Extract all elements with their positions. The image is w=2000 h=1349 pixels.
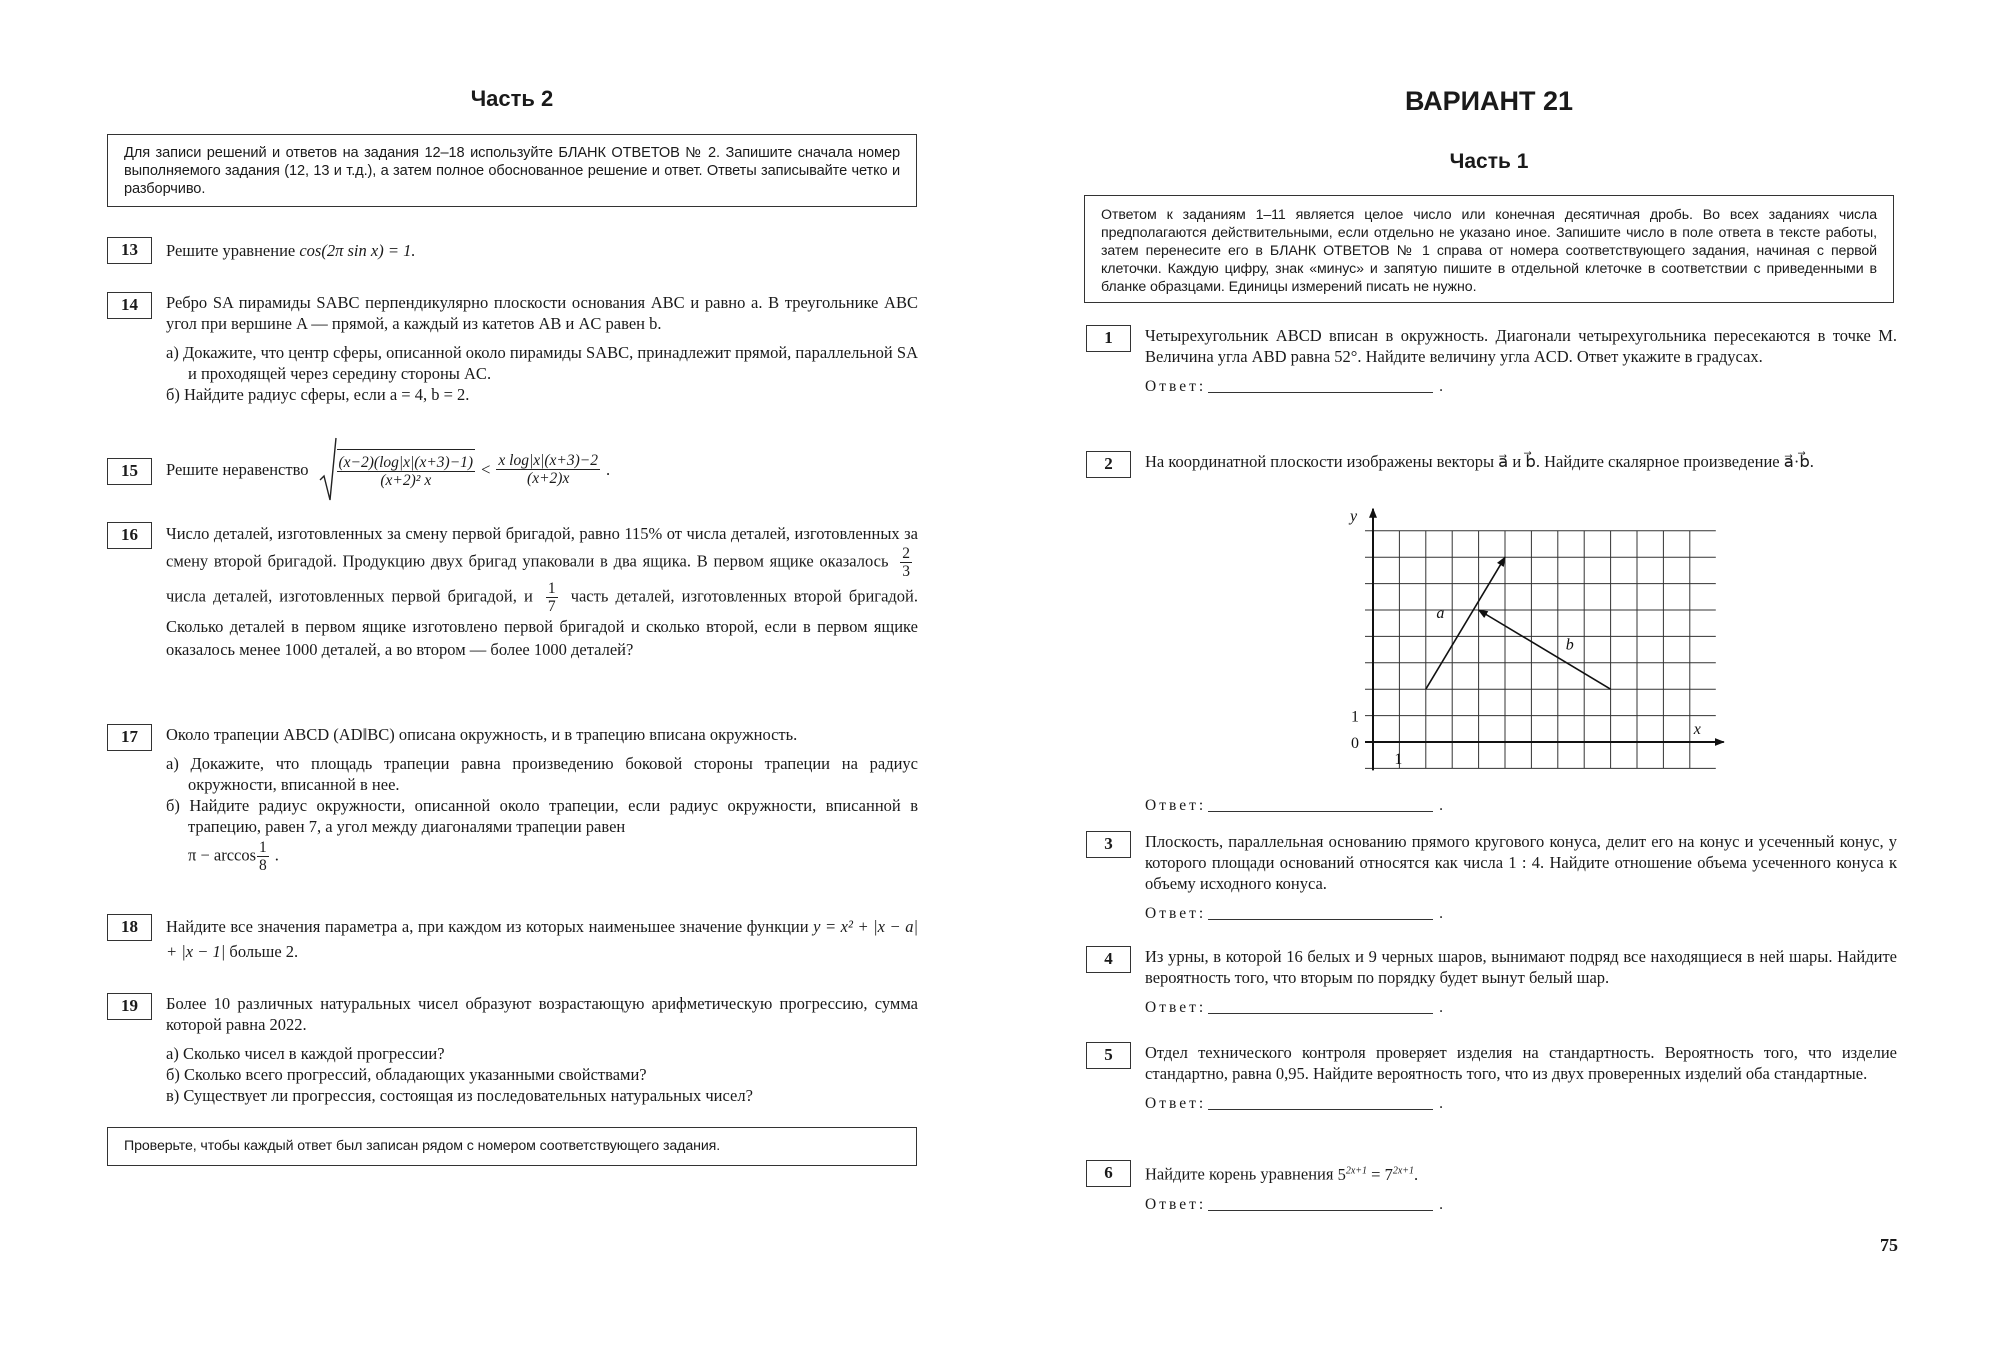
rhs-denominator: (x+2)x [527,469,570,487]
task-text: Из урны, в которой 16 белых и 9 черных шаров, вынимают подряд все находящиеся в ней шары. Найдите вероятность того, что вторым по порядку будет вынут белый шар. [1145,947,1897,987]
answer-input-line[interactable] [1208,905,1433,920]
task-text: Найдите все значения параметра a, при каждом из которых наименьшее значение функции [166,917,809,936]
task-19 [107,993,918,1106]
task-13 [107,237,918,264]
task-number: 15 [107,458,152,485]
lhs-denominator: (x+2)² x [380,472,432,489]
vector-coordinate-plane [1340,505,1740,790]
part2-instructions [107,134,917,207]
fraction-1-7: $\frac{1}{7}$ [547,580,556,615]
lhs-fraction [337,449,476,489]
part1-heading: Часть 1 [1449,150,1529,173]
task-number: 4 [1086,946,1131,973]
task-text: Более 10 различных натуральных чисел образуют возрастающую арифметическую прогрессию, сумма которой равна 2022. [166,994,918,1034]
task-part-b: б) Найдите радиус сферы, если a = 4, b = 2. [166,385,470,404]
answer-label: Ответ: [1145,905,1207,922]
lhs-numerator: (x−2)(log|x|(x+3)−1) [338,454,474,471]
equation: cos(2π sin x) = 1. [299,241,416,260]
task-5 [1086,1042,1897,1114]
task-number: 3 [1086,831,1131,858]
task-text-3: и [523,586,533,606]
answer-input-line[interactable] [1208,797,1433,812]
rhs-numerator: x log|x|(x+3)−2 [498,451,598,469]
vector-a-label: a⃗ [1436,604,1457,622]
part2-instructions-text: Для записи решений и ответов на задания 12–18 используйте БЛАНК ОТВЕТОВ № 2. Запишите сначала номер выполняемого задания (12, 13 и т.д.), а затем полное обоснованное решение и ответ. Ответы записывайте четко и разборчиво. [124,145,900,197]
angle-expression: π − arccos [188,845,257,865]
task-text: Отдел технического контроля проверяет изделия на стандартность. Вероятность того, что изделие стандартно, равна 0,95. Найдите вероятность того, что из двух проверенных изделий оба стандартные. [1145,1043,1897,1083]
answer-label: Ответ: [1145,1095,1207,1112]
answer-input-line[interactable] [1208,999,1433,1014]
task-14 [107,292,918,405]
task-number: 13 [107,237,152,264]
answer-field: Ответ: . [1145,1095,1447,1112]
y-tick-1: 1 [1351,708,1359,726]
task-text-2: числа деталей, изготовленных первой бригадой, [166,586,517,606]
answer-field: Ответ: . [1145,905,1447,922]
task-number: 18 [107,914,152,941]
fraction-2-3: $\frac{2}{3}$ [902,545,910,580]
answer-field: Ответ: . [1145,999,1447,1016]
task-text: Найдите корень уравнения [1145,1164,1334,1184]
equation: $5^{2x+1} = 7^{2x+1}$. [1337,1164,1419,1184]
task-number: 19 [107,993,152,1020]
answer-label: Ответ: [1145,1195,1207,1213]
check-answers-notice: Проверьте, чтобы каждый ответ был записан рядом с номером соответствующего задания. [107,1127,917,1166]
task-text: Ребро SA пирамиды SABC перпендикулярно плоскости основания ABC и равно a. В треугольнике ABC угол при вершине A — прямой, а каждый из катетов AB и AC равен b. [166,293,918,333]
function-formula: y = x² + |x − a| + |x − 1| [166,917,919,961]
task-part-b: б) Сколько всего прогрессий, обладающих указанными свойствами? [166,1065,647,1084]
task-text: Четырехугольник ABCD вписан в окружность. Диагонали четырехугольника пересекаются в точке M. Величина угла ABD равна 52°. Найдите величину угла ACD. Ответ укажите в градусах. [1145,326,1897,366]
part2-heading: Часть 2 [470,86,554,111]
page-number: 75 [1880,1235,1898,1255]
less-than: < [481,459,491,479]
vector-a-arrow [1426,557,1505,689]
task-part-a: а) Докажите, что центр сферы, описанной около пирамиды SABC, принадлежит прямой, параллельной SA и проходящей через середину стороны AC. [166,343,918,383]
task-text: Решите неравенство [166,459,309,479]
task-number: 1 [1086,325,1131,352]
answer-input-line[interactable] [1208,1196,1433,1211]
answer-input-line[interactable] [1208,378,1433,393]
y-axis-label: y [1350,508,1358,525]
vector-b-label: b⃗ [1565,636,1587,654]
task-text-tail: больше 2. [229,942,299,961]
answer-label: Ответ: [1145,797,1207,814]
task-4 [1086,946,1897,1018]
answer-label: Ответ: [1145,378,1207,395]
variant-title: ВАРИАНТ 21 [1404,86,1574,116]
task-part-a: а) Докажите, что площадь трапеции равна произведению боковой стороны трапеции на радиус окружности, вписанной в нее. [166,754,918,794]
origin-label: 0 [1351,735,1359,752]
task-number: 17 [107,724,152,751]
task-15 [107,436,918,502]
task-number: 16 [107,522,152,549]
task-part-b: б) Найдите радиус окружности, описанной около трапеции, если радиус окружности, вписанной в трапецию, равен 7, а угол между диагоналями трапеции равен π − arccos $\frac{1}{8}$ . [166,796,918,874]
task-number: 6 [1086,1160,1131,1187]
task-17 [107,724,918,874]
answer-field: Ответ: . [1145,1195,1447,1213]
task-part-c: в) Существует ли прогрессия, состоящая из последовательных натуральных чисел? [166,1086,753,1105]
task-2 [1086,451,1897,478]
x-axis-label: x [1693,721,1701,738]
rhs-fraction [496,452,600,487]
task-number: 14 [107,292,152,319]
task-text: На координатной плоскости изображены векторы a⃗ и b⃗. Найдите скалярное произведение a⃗·b⃗. [1145,452,1814,471]
fraction-1-8: $\frac{1}{8}$ [259,839,267,874]
vector-b-arrow [1479,610,1611,689]
task-6 [1086,1160,1897,1215]
task-18 [107,914,918,964]
task-3 [1086,831,1897,924]
task-text-1: Число деталей, изготовленных за смену первой бригадой, равно 115% от числа деталей, изготовленных за смену второй бригадой. Продукцию двух бригад упаковали в два ящика. В первом ящике оказалось [166,524,918,571]
x-tick-1: 1 [1394,751,1403,768]
inequality: $\frac{(x-2)(\log|x|(x+3)-1)}{\text{(x+2)² x}}$ < $\frac{\text{x log|x|(x+3)−2}}{(x+2)x}$ . [309,436,611,502]
task-text: Плоскость, параллельная основанию прямого кругового конуса, делит его на конус и усеченный конус, у которого площади оснований относятся как числа 1 : 4. Найдите отношение объема усеченного конуса к объему исходного конуса. [1145,832,1897,893]
task-16 [107,522,918,661]
answer-field-2: Ответ: . [1145,797,1447,814]
task-1 [1086,325,1897,397]
answer-field: Ответ: . [1145,378,1447,395]
task-text-4: часть деталей, изготовленных второй бригадой. Сколько деталей в первом ящике изготовлено первой бригадой и сколько второй, если в первом ящике оказалось менее 1000 деталей, а во втором — более 1000 деталей? [166,586,919,659]
task-number: 5 [1086,1042,1131,1069]
task-text: Около трапеции ABCD (AD‖BC) описана окружность, и в трапецию вписана окружность. [166,725,798,744]
task-part-a: а) Сколько чисел в каждой прогрессии? [166,1044,445,1063]
task-text: Решите уравнение [166,241,296,260]
task-number: 2 [1086,451,1131,478]
sqrt-sign-icon [319,436,337,502]
part1-instructions: Ответом к заданиям 1–11 является целое число или конечная десятичная дробь. Во всех заданиях числа предполагаются действительными, если отдельно не указано иное. Запишите число в поле ответа в тексте работы, затем перенесите его в БЛАНК ОТВЕТОВ № 1 справа от номера соответствующего задания, начиная с первой клеточки. Каждую цифру, знак «минус» и запятую пишите в отдельной клеточке в соответствии с приведенными в бланке образцами. Единицы измерений писать не нужно. [1084,195,1894,303]
answer-label: Ответ: [1145,999,1207,1016]
answer-input-line[interactable] [1208,1095,1433,1110]
